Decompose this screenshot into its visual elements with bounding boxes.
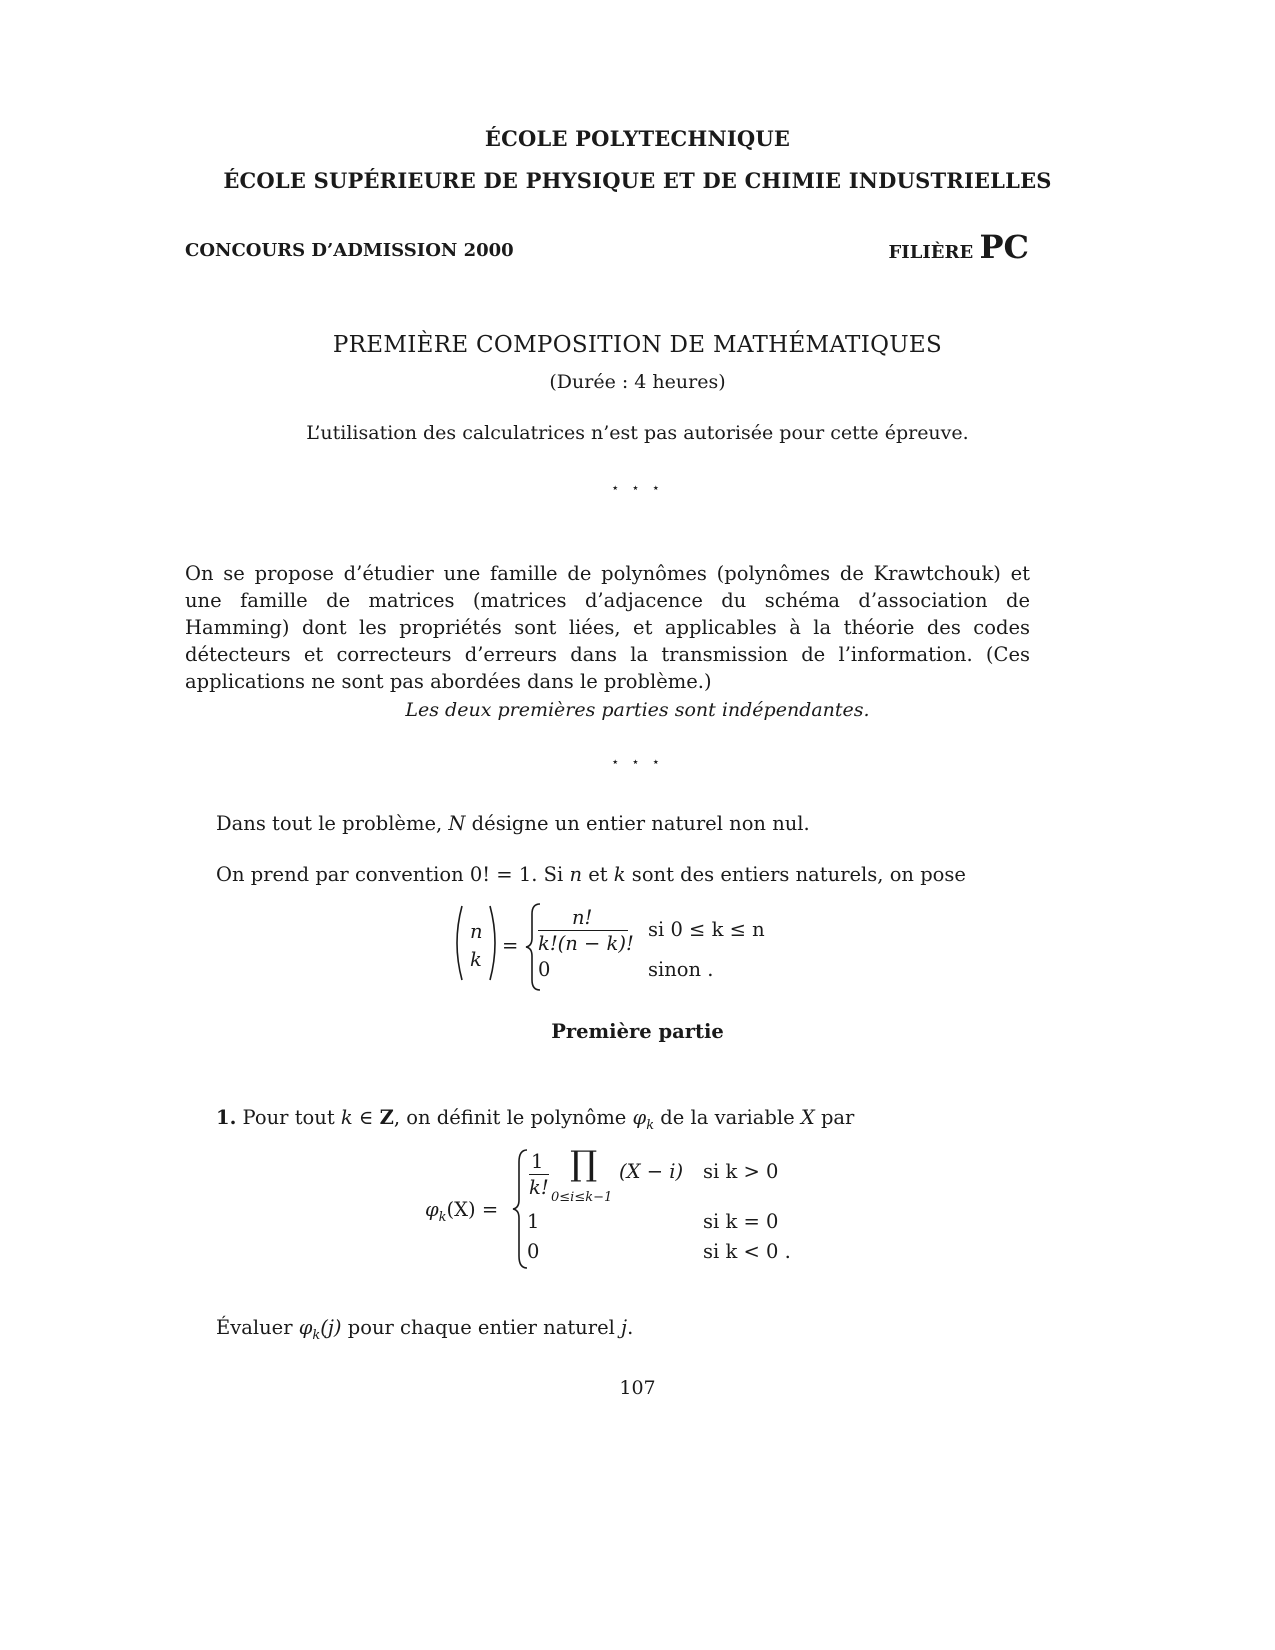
binomial-parentheses (450, 898, 510, 988)
evaluate-line: Évaluer $\varphi_k(j)$ pour chaque entier naturel j. (216, 1316, 634, 1343)
page-number: 107 (619, 1377, 656, 1399)
binomial-top: n (470, 920, 483, 943)
phi-case3-condition: si k < 0 . (703, 1240, 791, 1263)
concours-label: CONCOURS D’ADMISSION 2000 (185, 240, 514, 261)
part-heading: Première partie (551, 1020, 724, 1043)
phi-case1-condition: si k > 0 (703, 1160, 779, 1183)
phi-case1-denominator: k! (529, 1176, 549, 1199)
school-name-2: ÉCOLE SUPÉRIEURE DE PHYSIQUE ET DE CHIMIE INDUSTRIELLES (223, 168, 1052, 193)
separator-stars-1: ⋆ ⋆ ⋆ (611, 481, 664, 496)
filiere-label: FILIÈRE (888, 242, 974, 263)
question-1: 1. Pour tout k ∈ Z, on définit le polynôme $\varphi_k$ de la variable X par (216, 1106, 855, 1133)
phi-case2-value: 1 (527, 1210, 540, 1233)
phi-definition (425, 1146, 805, 1271)
binomial-case2-condition: sinon . (648, 958, 714, 981)
exam-duration: (Durée : 4 heures) (549, 371, 726, 393)
preamble-line-1: Dans tout le problème, N désigne un entier naturel non nul. (216, 812, 810, 835)
filiere-value: PC (979, 228, 1029, 266)
binomial-case2-value: 0 (538, 958, 551, 981)
binomial-equals: = (502, 934, 519, 957)
phi-case1-fraction-bar (529, 1174, 549, 1175)
product-symbol: ∏ (570, 1144, 598, 1184)
question-number: 1. (216, 1106, 237, 1129)
school-name-1: ÉCOLE POLYTECHNIQUE (484, 126, 791, 151)
phi-case1-numerator: 1 (531, 1150, 544, 1173)
intro-paragraph: On se propose d’étudier une famille de polynômes (polynômes de Krawtchouk) et une famille de matrices (matrices d’adjacence du schéma d’association de Hamming) dont les propriétés sont liées, et applicables à la théorie des codes détecteurs et correcteurs d’erreurs dans la transmission de l’information. (Ces applications ne sont pas abordées dans le problème.) (185, 562, 1030, 693)
binomial-case1-condition: si 0 ≤ k ≤ n (648, 918, 765, 941)
parts-note: Les deux premières parties sont indépendantes. (405, 699, 870, 721)
binomial-fraction-bar (538, 930, 628, 931)
preamble-line-2: On prend par convention 0! = 1. Si n et k sont des entiers naturels, on pose (216, 863, 966, 886)
product-index: 0≤i≤k−1 (551, 1190, 613, 1205)
phi-lhs: $\varphi_k(X)$ = (425, 1198, 499, 1225)
exam-title: PREMIÈRE COMPOSITION DE MATHÉMATIQUES (332, 332, 943, 358)
phi-case1-factor: (X − i) (619, 1160, 684, 1183)
calculator-note: L’utilisation des calculatrices n’est pas autorisée pour cette épreuve. (306, 422, 969, 444)
binomial-numerator: n! (572, 906, 593, 929)
binomial-bottom: k (470, 948, 482, 971)
filiere (889, 228, 1030, 266)
binomial-definition (450, 898, 790, 993)
phi-case3-value: 0 (527, 1240, 540, 1263)
phi-case2-condition: si k = 0 (703, 1210, 779, 1233)
binomial-denominator: k!(n − k)! (538, 932, 634, 955)
separator-stars-2: ⋆ ⋆ ⋆ (611, 755, 664, 770)
